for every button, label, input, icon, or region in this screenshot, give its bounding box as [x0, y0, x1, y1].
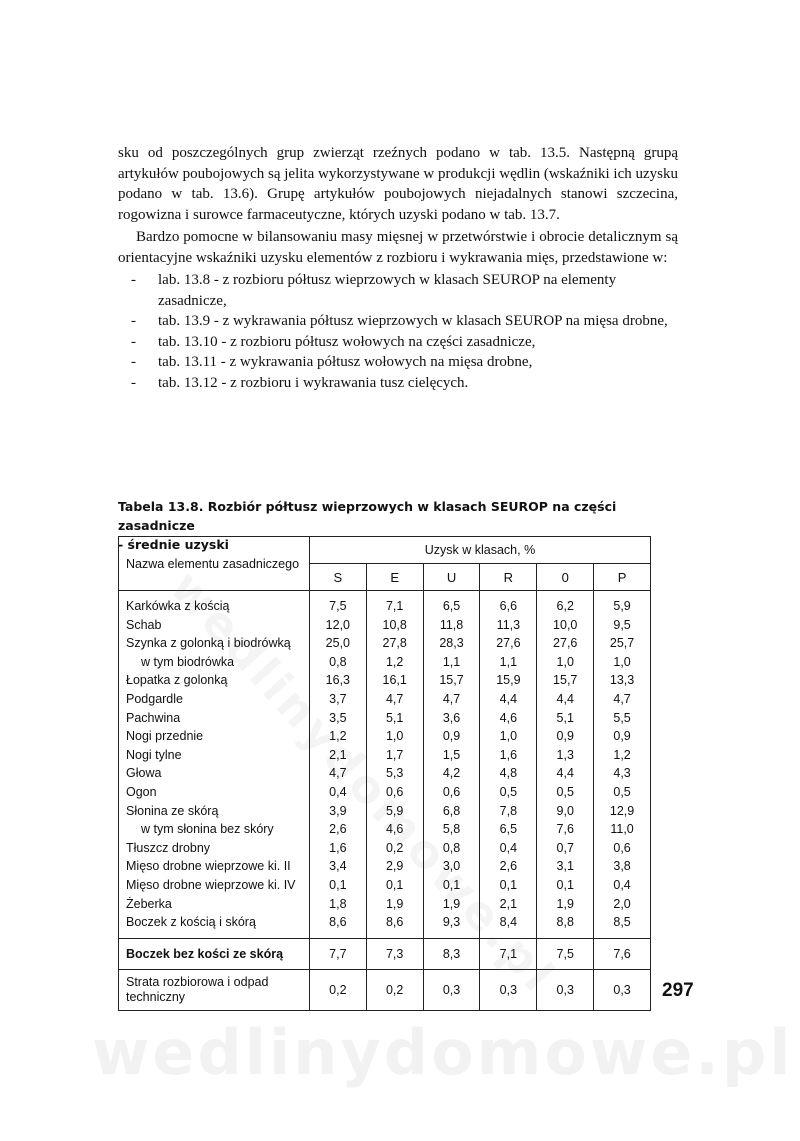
table-row [119, 857, 651, 876]
value-cell: 3,7 [309, 690, 366, 709]
value-cell: 1,9 [423, 895, 480, 914]
row-name: Schab [119, 616, 310, 635]
value-cell: 0,4 [594, 876, 651, 895]
value-cell: 0,2 [309, 969, 366, 1010]
value-cell: 8,8 [537, 913, 594, 938]
value-cell: 4,3 [594, 764, 651, 783]
value-cell: 25,7 [594, 634, 651, 653]
value-cell: 3,5 [309, 709, 366, 728]
row-name: Boczek bez kości ze skórą [119, 938, 310, 969]
value-cell: 0,5 [480, 783, 537, 802]
paragraph-1: sku od poszczególnych grup zwierząt rzeźnych podano w tab. 13.5. Następną grupą artykułów poubojowych są jelita wykorzystywane w produkcji wędlin (wskaźniki ich uzysku podano w tab. 13.6). Grupę artykułów poubojowych niejadalnych stanowi szczecina, rogowizna i surowce farmaceutyczne, których uzyski podano w tab. 13.7. [118, 145, 678, 223]
watermark: wedlinydomowe.pl [92, 1016, 794, 1089]
value-cell: 0,4 [309, 783, 366, 802]
row-name: Podgardle [119, 690, 310, 709]
value-cell: 7,1 [480, 938, 537, 969]
table-row [119, 616, 651, 635]
value-cell: 7,3 [366, 938, 423, 969]
row-name: Boczek z kością i skórą [119, 913, 310, 938]
value-cell: 5,1 [537, 709, 594, 728]
value-cell: 11,8 [423, 616, 480, 635]
value-cell: 0,3 [423, 969, 480, 1010]
value-cell: 4,2 [423, 764, 480, 783]
value-cell: 1,1 [423, 653, 480, 672]
value-cell: 4,7 [366, 690, 423, 709]
class-header: P [594, 564, 651, 591]
row-name: Karkówka z kością [119, 591, 310, 616]
class-header: S [309, 564, 366, 591]
row-name: Szynka z golonką i biodrówką [119, 634, 310, 653]
class-header: U [423, 564, 480, 591]
value-cell: 9,5 [594, 616, 651, 635]
value-cell: 3,0 [423, 857, 480, 876]
value-cell: 11,3 [480, 616, 537, 635]
value-cell: 12,0 [309, 616, 366, 635]
value-cell: 10,8 [366, 616, 423, 635]
value-cell: 9,3 [423, 913, 480, 938]
table-row [119, 764, 651, 783]
value-cell: 6,8 [423, 802, 480, 821]
value-cell: 2,1 [480, 895, 537, 914]
value-cell: 0,5 [594, 783, 651, 802]
row-name: w tym słonina bez skóry [119, 820, 310, 839]
row-name: Mięso drobne wieprzowe ki. II [119, 857, 310, 876]
value-cell: 8,5 [594, 913, 651, 938]
list-item: - lab. 13.8 - z rozbioru półtusz wieprzowych w klasach SEUROP na elementy zasadnicze, [131, 272, 617, 309]
value-cell: 7,5 [309, 591, 366, 616]
table-row [119, 690, 651, 709]
value-cell: 9,0 [537, 802, 594, 821]
value-cell: 2,6 [480, 857, 537, 876]
value-cell: 4,7 [423, 690, 480, 709]
value-cell: 0,3 [537, 969, 594, 1010]
table-row [119, 876, 651, 895]
value-cell: 15,9 [480, 671, 537, 690]
value-cell: 8,6 [309, 913, 366, 938]
table-row [119, 709, 651, 728]
value-cell: 6,2 [537, 591, 594, 616]
value-cell: 4,7 [309, 764, 366, 783]
value-cell: 1,2 [309, 727, 366, 746]
value-cell: 1,9 [537, 895, 594, 914]
table-row [119, 746, 651, 765]
value-cell: 0,2 [366, 839, 423, 858]
yield-group-header: Uzysk w klasach, % [309, 537, 650, 564]
value-cell: 0,5 [537, 783, 594, 802]
table-row [119, 591, 651, 616]
value-cell: 0,3 [480, 969, 537, 1010]
value-cell: 0,6 [366, 783, 423, 802]
value-cell: 6,5 [480, 820, 537, 839]
value-cell: 5,3 [366, 764, 423, 783]
value-cell: 4,7 [594, 690, 651, 709]
value-cell: 1,3 [537, 746, 594, 765]
value-cell: 27,6 [480, 634, 537, 653]
value-cell: 2,1 [309, 746, 366, 765]
table-reference-list [118, 270, 678, 393]
value-cell: 0,9 [537, 727, 594, 746]
value-cell: 1,9 [366, 895, 423, 914]
yield-table [118, 536, 651, 1011]
value-cell: 0,1 [366, 876, 423, 895]
value-cell: 0,2 [366, 969, 423, 1010]
value-cell: 5,9 [366, 802, 423, 821]
value-cell: 6,6 [480, 591, 537, 616]
value-cell: 7,1 [366, 591, 423, 616]
value-cell: 27,8 [366, 634, 423, 653]
table-body [119, 591, 651, 1011]
value-cell: 1,2 [366, 653, 423, 672]
row-name: Ogon [119, 783, 310, 802]
value-cell: 1,1 [480, 653, 537, 672]
value-cell: 0,7 [537, 839, 594, 858]
value-cell: 4,6 [480, 709, 537, 728]
value-cell: 15,7 [537, 671, 594, 690]
value-cell: 11,0 [594, 820, 651, 839]
table-row [119, 727, 651, 746]
row-name: Nogi przednie [119, 727, 310, 746]
list-item: - tab. 13.12 - z rozbioru i wykrawania tusz cielęcych. [131, 374, 469, 391]
row-name: Strata rozbiorowa i odpad techniczny [119, 969, 310, 1010]
row-name: Mięso drobne wieprzowe ki. IV [119, 876, 310, 895]
value-cell: 5,8 [423, 820, 480, 839]
value-cell: 7,6 [594, 938, 651, 969]
table-row [119, 802, 651, 821]
table-row-highlight [119, 938, 651, 969]
value-cell: 13,3 [594, 671, 651, 690]
value-cell: 10,0 [537, 616, 594, 635]
value-cell: 1,8 [309, 895, 366, 914]
value-cell: 4,4 [537, 690, 594, 709]
value-cell: 7,7 [309, 938, 366, 969]
value-cell: 7,6 [537, 820, 594, 839]
value-cell: 7,5 [537, 938, 594, 969]
value-cell: 6,5 [423, 591, 480, 616]
value-cell: 2,6 [309, 820, 366, 839]
value-cell: 0,1 [309, 876, 366, 895]
value-cell: 16,1 [366, 671, 423, 690]
table-row [119, 913, 651, 938]
value-cell: 3,6 [423, 709, 480, 728]
table-row-loss [119, 969, 651, 1010]
value-cell: 3,4 [309, 857, 366, 876]
table-row [119, 820, 651, 839]
value-cell: 4,8 [480, 764, 537, 783]
paragraph-2: Bardzo pomocne w bilansowaniu masy mięsnej w przetwórstwie i obrocie detalicznym są orientacyjne wskaźniki uzysku elementów z rozbioru i wykrawania mięs, przedstawione w: [118, 229, 678, 266]
value-cell: 1,2 [594, 746, 651, 765]
value-cell: 2,0 [594, 895, 651, 914]
value-cell: 1,6 [480, 746, 537, 765]
class-header: 0 [537, 564, 594, 591]
class-header: E [366, 564, 423, 591]
value-cell: 1,7 [366, 746, 423, 765]
value-cell: 1,5 [423, 746, 480, 765]
value-cell: 1,0 [594, 653, 651, 672]
value-cell: 3,1 [537, 857, 594, 876]
list-item: - tab. 13.9 - z wykrawania półtusz wieprzowych w klasach SEUROP na mięsa drobne, [131, 313, 668, 329]
element-name-header: Nazwa elementu zasadniczego [119, 537, 310, 591]
value-cell: 5,5 [594, 709, 651, 728]
value-cell: 0,6 [423, 783, 480, 802]
value-cell: 0,6 [594, 839, 651, 858]
value-cell: 4,4 [480, 690, 537, 709]
table-row [119, 839, 651, 858]
value-cell: 2,9 [366, 857, 423, 876]
value-cell: 3,8 [594, 857, 651, 876]
row-name: Tłuszcz drobny [119, 839, 310, 858]
value-cell: 27,6 [537, 634, 594, 653]
body-text [118, 143, 678, 393]
row-name: Pachwina [119, 709, 310, 728]
table-row [119, 671, 651, 690]
value-cell: 1,0 [480, 727, 537, 746]
value-cell: 1,0 [537, 653, 594, 672]
value-cell: 8,3 [423, 938, 480, 969]
value-cell: 1,0 [366, 727, 423, 746]
value-cell: 12,9 [594, 802, 651, 821]
row-name: w tym biodrówka [119, 653, 310, 672]
table-caption: Tabela 13.8. Rozbiór półtusz wieprzowych w klasach SEUROP na części zasadnicze - średnie uzyski [118, 499, 617, 552]
value-cell: 0,1 [423, 876, 480, 895]
class-header: R [480, 564, 537, 591]
value-cell: 0,8 [423, 839, 480, 858]
value-cell: 25,0 [309, 634, 366, 653]
table-row [119, 895, 651, 914]
value-cell: 5,1 [366, 709, 423, 728]
value-cell: 8,4 [480, 913, 537, 938]
table-row [119, 783, 651, 802]
value-cell: 28,3 [423, 634, 480, 653]
value-cell: 15,7 [423, 671, 480, 690]
row-name: Łopatka z golonką [119, 671, 310, 690]
list-item: - tab. 13.11 - z wykrawania półtusz wołowych na mięsa drobne, [131, 354, 533, 370]
value-cell: 0,3 [594, 969, 651, 1010]
value-cell: 7,8 [480, 802, 537, 821]
value-cell: 1,6 [309, 839, 366, 858]
value-cell: 5,9 [594, 591, 651, 616]
row-name: Głowa [119, 764, 310, 783]
table-row [119, 634, 651, 653]
row-name: Żeberka [119, 895, 310, 914]
value-cell: 0,4 [480, 839, 537, 858]
value-cell: 16,3 [309, 671, 366, 690]
value-cell: 3,9 [309, 802, 366, 821]
table-row [119, 653, 651, 672]
value-cell: 0,8 [309, 653, 366, 672]
value-cell: 0,1 [537, 876, 594, 895]
list-item: - tab. 13.10 - z rozbioru półtusz wołowych na części zasadnicze, [131, 333, 536, 350]
value-cell: 0,1 [480, 876, 537, 895]
value-cell: 4,6 [366, 820, 423, 839]
page-number: 297 [662, 980, 694, 1001]
value-cell: 4,4 [537, 764, 594, 783]
value-cell: 8,6 [366, 913, 423, 938]
value-cell: 0,9 [594, 727, 651, 746]
row-name: Słonina ze skórą [119, 802, 310, 821]
row-name: Nogi tylne [119, 746, 310, 765]
value-cell: 0,9 [423, 727, 480, 746]
